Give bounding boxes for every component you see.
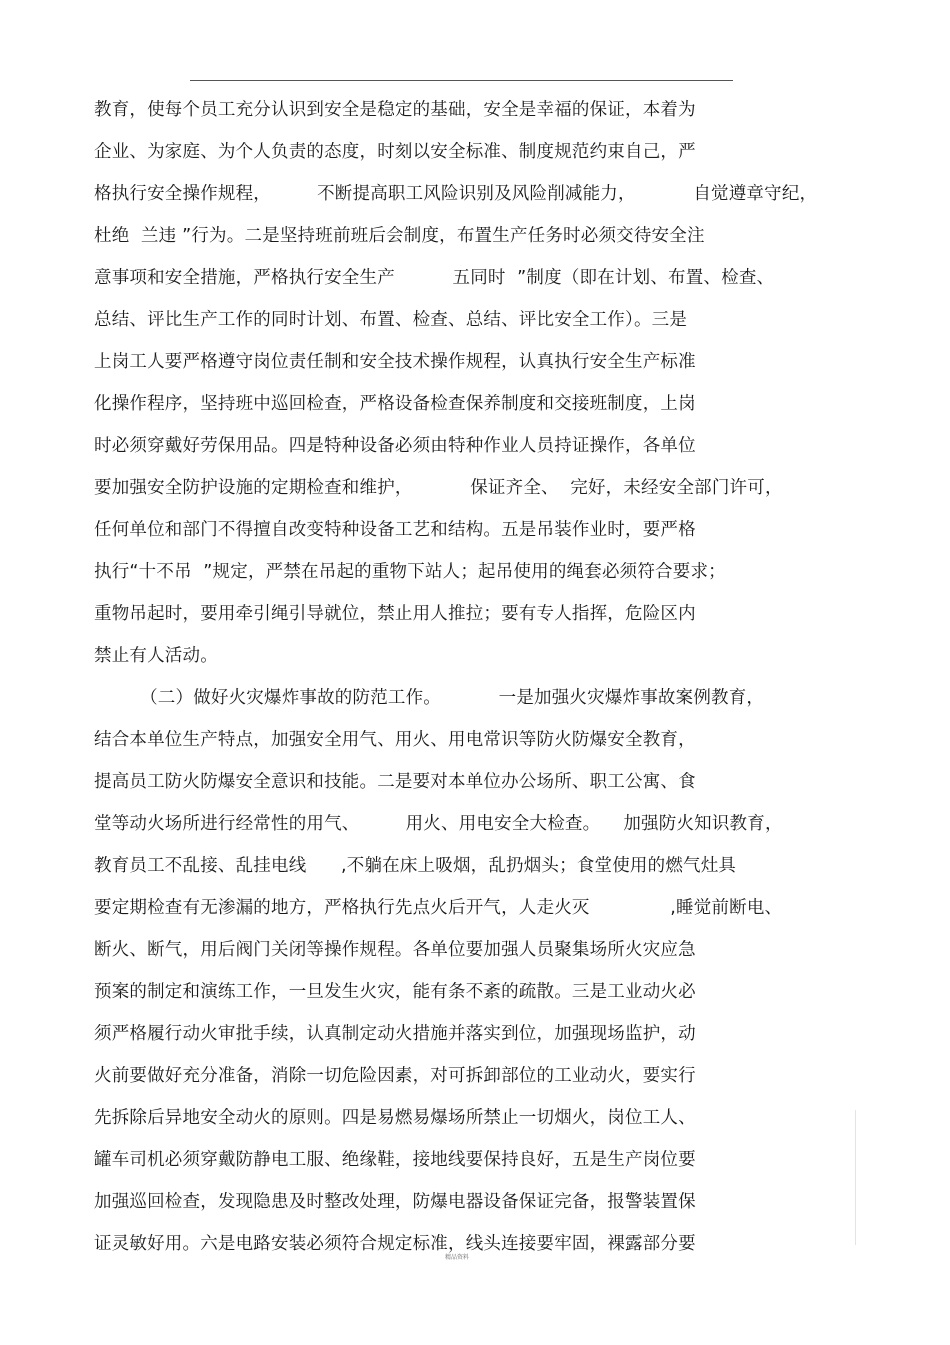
text-line: 教育员工不乱接、乱挂电线 ,不躺在床上吸烟，乱扔烟头；食堂使用的燃气灶具 bbox=[94, 856, 737, 876]
text-line: 预案的制定和演练工作，一旦发生火灾，能有条不紊的疏散。三是工业动火必 bbox=[94, 982, 696, 1002]
text-line: 格执行安全操作规程， 不断提高职工风险识别及风险削减能力， 自觉遵章守纪， bbox=[94, 184, 818, 204]
text-line: 堂等动火场所进行经常性的用气、 用火、用电安全大检查。 加强防火知识教育， bbox=[94, 814, 783, 834]
text-line: 须严格履行动火审批手续，认真制定动火措施并落实到位，加强现场监护，动 bbox=[94, 1024, 696, 1044]
text-line: 先拆除后异地安全动火的原则。四是易燃易爆场所禁止一切烟火，岗位工人、 bbox=[94, 1108, 696, 1128]
text-line: 火前要做好充分准备，消除一切危险因素，对可拆卸部位的工业动火，要实行 bbox=[94, 1066, 696, 1086]
text-line: 教育，使每个员工充分认识到安全是稳定的基础，安全是幸福的保证，本着为 bbox=[94, 100, 696, 120]
text-line: 罐车司机必须穿戴防静电工服、绝缘鞋，接地线要保持良好，五是生产岗位要 bbox=[94, 1150, 696, 1170]
text-line: 要加强安全防护设施的定期检查和维护， 保证齐全、 完好，未经安全部门许可， bbox=[94, 478, 783, 498]
section-heading-line: （二）做好火灾爆炸事故的防范工作。 一是加强火灾爆炸事故案例教育， bbox=[94, 688, 765, 708]
text-line: 重物吊起时，要用牵引绳引导就位，禁止用人推拉；要有专人指挥，危险区内 bbox=[94, 604, 696, 624]
text-line: 化操作程序，坚持班中巡回检查，严格设备检查保养制度和交接班制度，上岗 bbox=[94, 394, 696, 414]
text-line: 结合本单位生产特点，加强安全用气、用火、用电常识等防火防爆安全教育， bbox=[94, 730, 696, 750]
text-line: 企业、为家庭、为个人负责的态度，时刻以安全标准、制度规范约束自己，严 bbox=[94, 142, 696, 162]
text-line: 任何单位和部门不得擅自改变特种设备工艺和结构。五是吊装作业时，要严格 bbox=[94, 520, 696, 540]
text-line: 禁止有人活动。 bbox=[94, 646, 218, 666]
page-footer: 精品资料 bbox=[445, 1254, 470, 1261]
text-line: 证灵敏好用。六是电路安装必须符合规定标准，线头连接要牢固，裸露部分要 bbox=[94, 1234, 696, 1254]
text-line: 断火、断气，用后阀门关闭等操作规程。各单位要加强人员聚集场所火灾应急 bbox=[94, 940, 696, 960]
text-line: 意事项和安全措施，严格执行安全生产 五同时 ”制度（即在计划、布置、检查、 bbox=[94, 268, 775, 288]
text-line: 加强巡回检查，发现隐患及时整改处理，防爆电器设备保证完备，报警装置保 bbox=[94, 1192, 696, 1212]
text-line: 要定期检查有无渗漏的地方，严格执行先点火后开气，人走火灭 ,睡觉前断电、 bbox=[94, 898, 783, 918]
text-line: 上岗工人要严格遵守岗位责任制和安全技术操作规程，认真执行安全生产标准 bbox=[94, 352, 696, 372]
text-line: 杜绝 兰违 ”行为。二是坚持班前班后会制度，布置生产任务时必须交待安全注 bbox=[94, 226, 705, 246]
text-line: 提高员工防火防爆安全意识和技能。二是要对本单位办公场所、职工公寓、食 bbox=[94, 772, 696, 792]
text-line: 执行“十不吊 ”规定，严禁在吊起的重物下站人；起吊使用的绳套必须符合要求； bbox=[94, 562, 726, 582]
text-line: 时必须穿戴好劳保用品。四是特种设备必须由特种作业人员持证操作，各单位 bbox=[94, 436, 696, 456]
text-line: 总结、评比生产工作的同时计划、布置、检查、总结、评比安全工作）。三是 bbox=[94, 310, 688, 330]
